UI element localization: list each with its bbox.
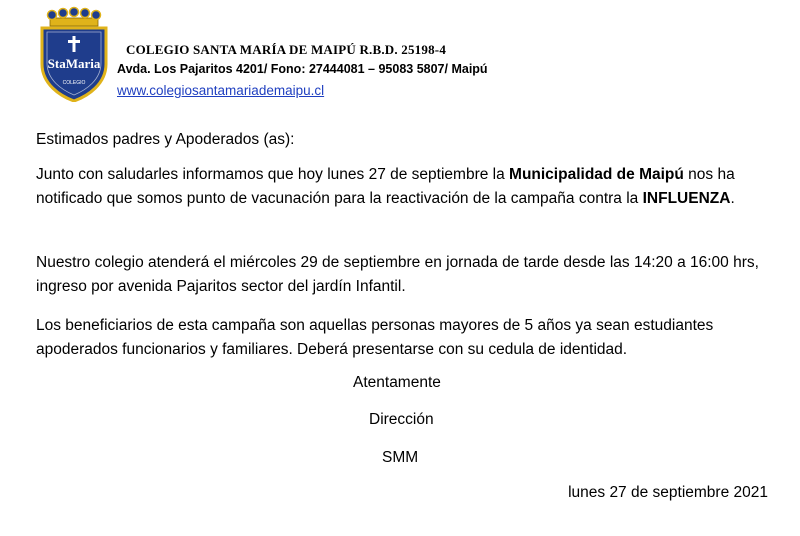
influenza-term: INFLUENZA <box>642 190 731 207</box>
crest-text: StaMaria <box>47 56 101 71</box>
letter-paragraph-3: Los beneficiarios de esta campaña son aquellas personas mayores de 5 años ya sean estudiantes apoderados funcionarios y familiares. Deberá presentarse con su cedula de identidad. <box>36 317 714 358</box>
school-name: COLEGIO SANTA MARÍA DE MAIPÚ R.B.D. 25198-4 <box>126 42 447 57</box>
school-address: Avda. Los Pajaritos 4201/ Fono: 27444081 – 95083 5807/ Maipú <box>117 62 488 76</box>
letter-paragraph-2: Nuestro colegio atenderá el miércoles 29 de septiembre en jornada de tarde desde las 14:20 a 16:00 hrs, ingreso por avenida Pajaritos sector del jardín Infantil. <box>36 254 759 295</box>
letter-signature: SMM <box>382 449 419 466</box>
letter-paragraph-1: Junto con saludarles informamos que hoy lunes 27 de septiembre la Municipalidad de Maipú nos ha notificado que somos punto de vacunación para la reactivación de la campaña contra la INFLUENZA. <box>36 166 735 207</box>
municipality-name: Municipalidad de Maipú <box>509 166 684 183</box>
letter-department: Dirección <box>369 411 434 428</box>
school-crest-logo <box>36 6 112 102</box>
crest-subtext: COLEGIO <box>62 80 86 86</box>
letter-greeting: Estimados padres y Apoderados (as): <box>36 131 295 148</box>
school-website-link[interactable]: www.colegiosantamariademaipu.cl <box>117 83 325 98</box>
letter-closing: Atentamente <box>353 374 441 391</box>
crown-icon <box>48 8 101 27</box>
letter-date: lunes 27 de septiembre 2021 <box>568 484 768 501</box>
